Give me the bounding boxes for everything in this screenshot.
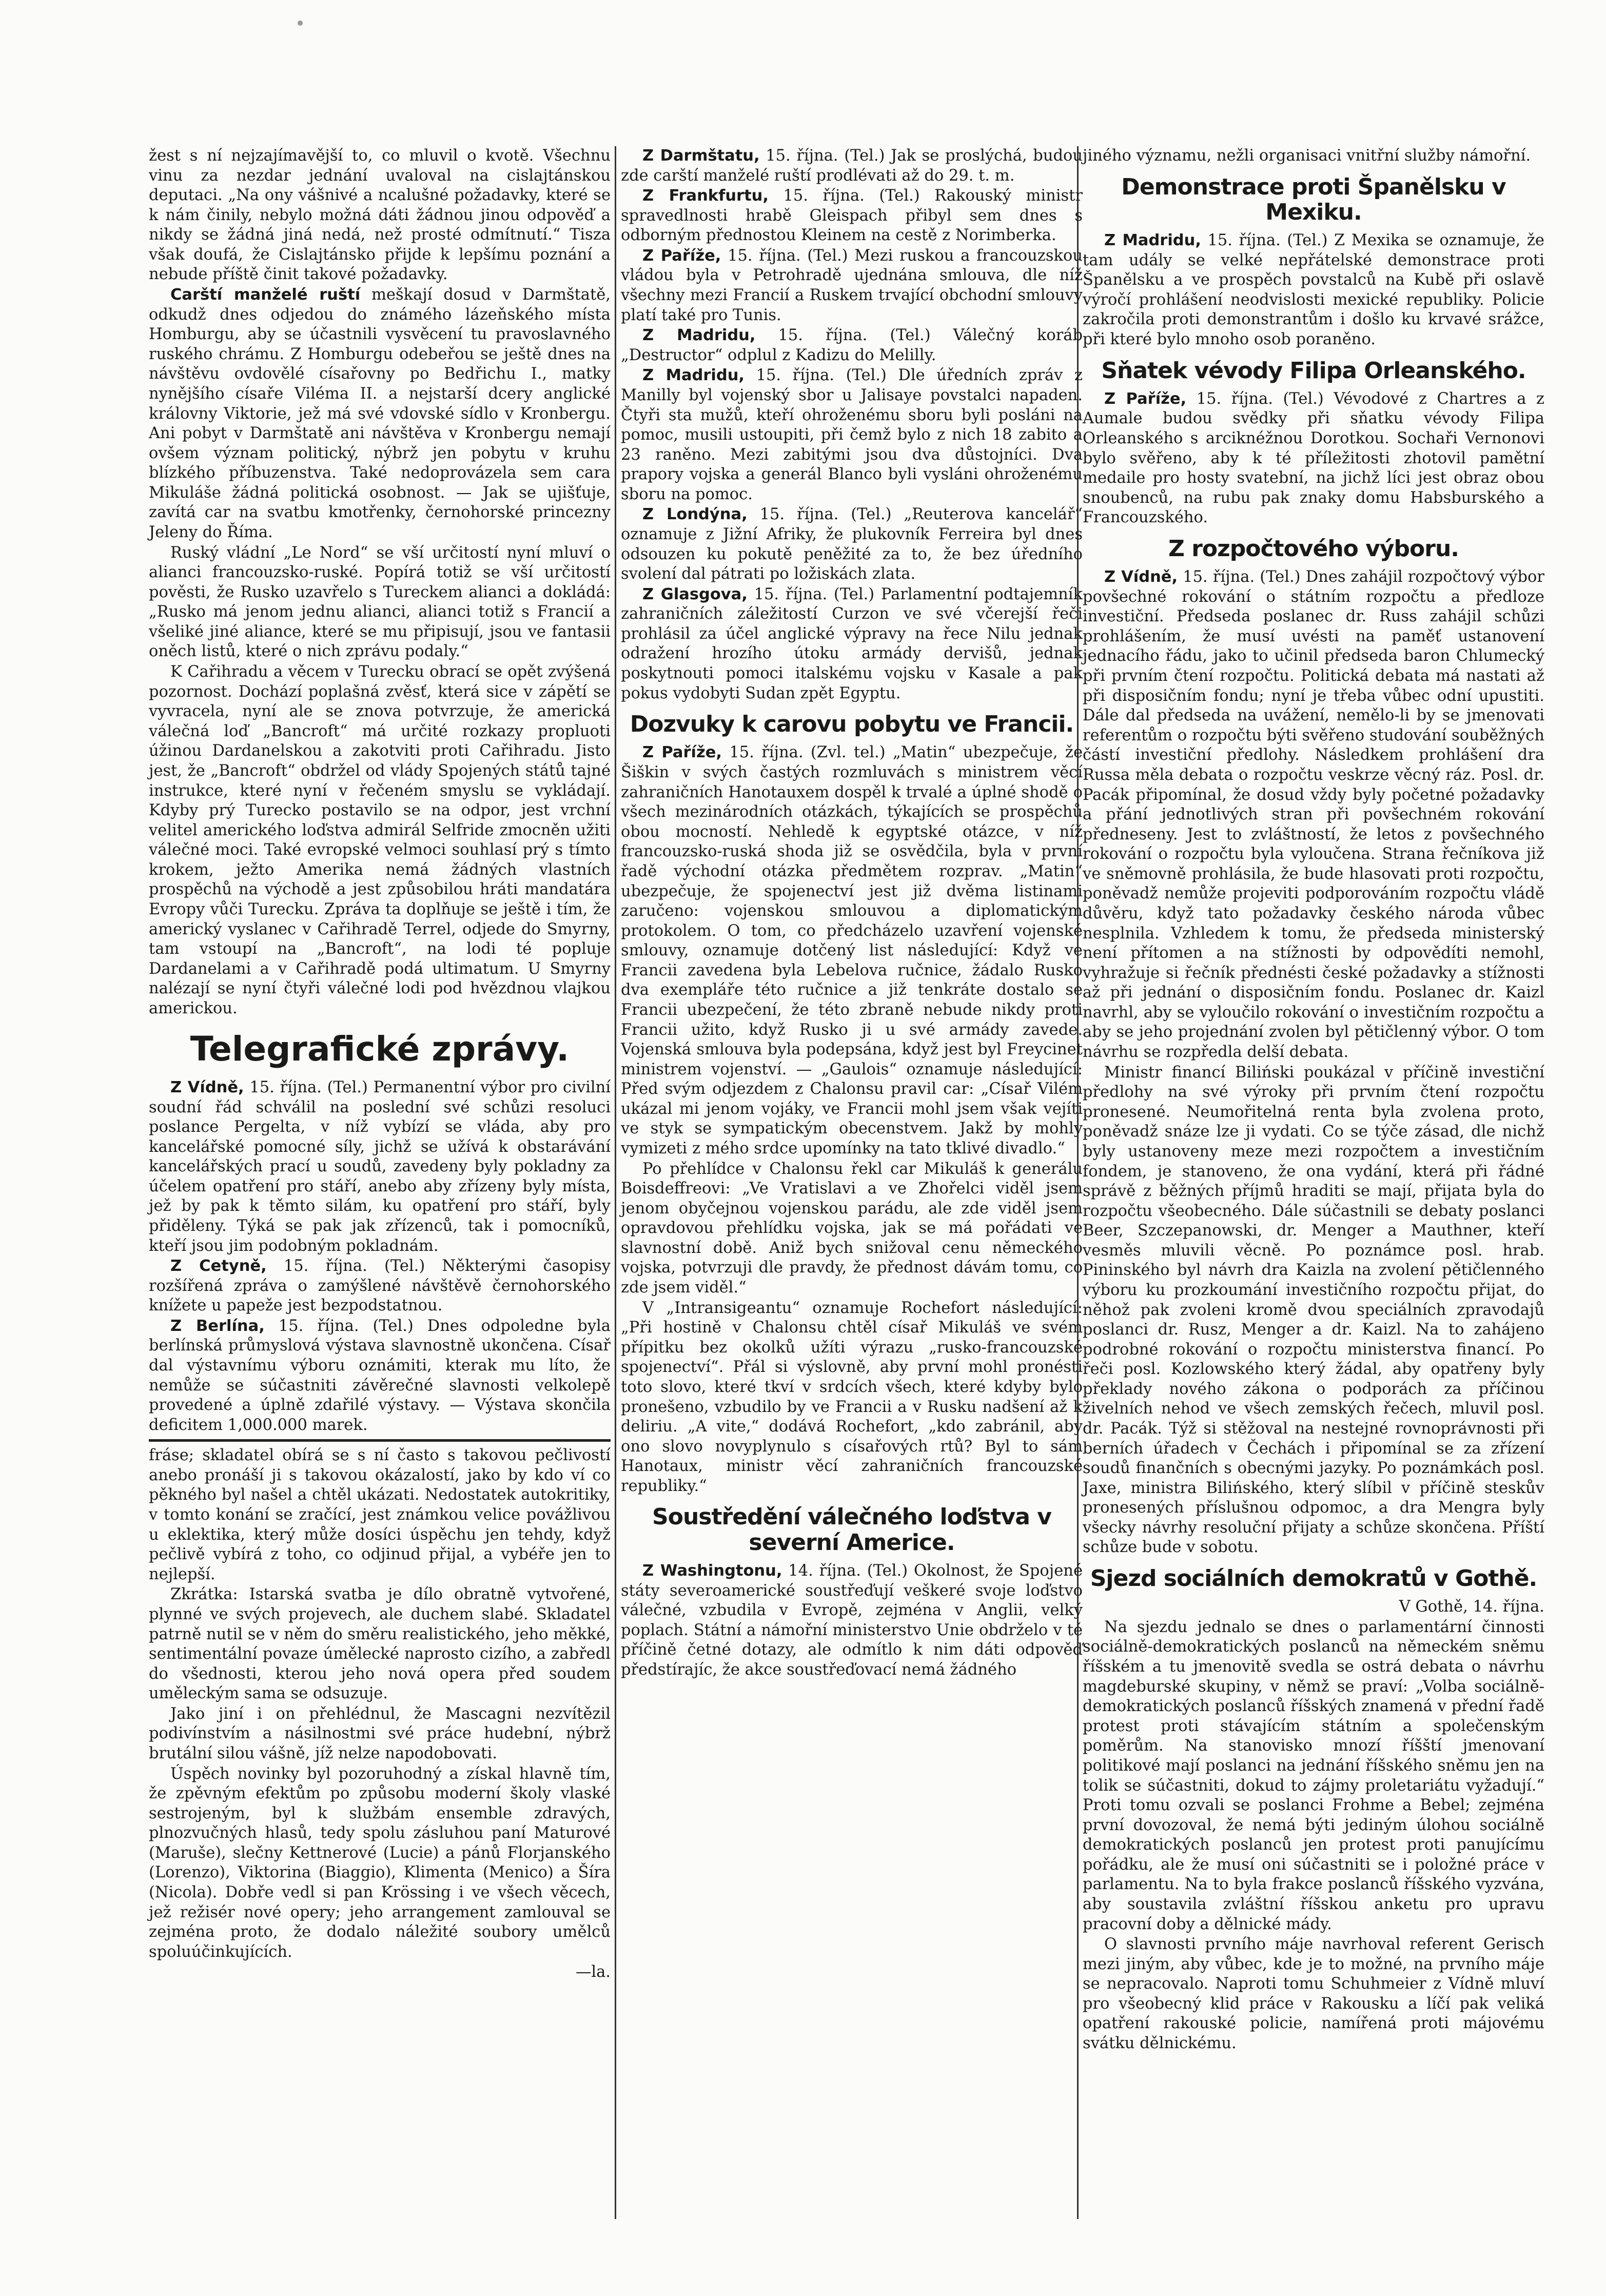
dateline: Z Vídně, bbox=[1104, 568, 1178, 586]
dateline: Z Paříže, bbox=[642, 246, 721, 265]
dateline: Z Paříže, bbox=[1104, 389, 1187, 408]
telegram-item bbox=[621, 246, 1083, 325]
article-lead: Carští manželé ruští bbox=[170, 286, 361, 304]
page-speck bbox=[298, 21, 303, 26]
article-paragraph: V „Intransigeantu“ oznamuje Rochefort následující: „Při hostině v Chalonsu chtěl císař Mikuláš ve svém přípitku bez okolků užíti výrazu „rusko-francouzské spojenectví“. Přál si výslovně, aby první mohl pronésti toto slovo, které tkví v srdcích všech, které kdyby bylo pronešeno, vzbudilo by ve Francii a v Rusku nadšení až k deliriu. „A vite,“ dodává Rochefort, „kdo zabránil, aby ono slovo novyplynulo s císařových rtů? Byl to sám Hanotaux, ministr věcí zahraničních francouzské republiky.“ bbox=[621, 1299, 1083, 1495]
article-heading: Sňatek vévody Filipa Orleanského. bbox=[1101, 357, 1526, 384]
telegram-text: 15. října. (Tel.) Některými časopisy rozšířená zpráva o zamýšlené návštěvě černohorského knížete u papeže jest bezpodstatnou. bbox=[149, 1257, 611, 1315]
telegram-item bbox=[1083, 567, 1544, 1062]
telegram-text: 15. října. (Tel.) Dle úředních zpráv z Manilly byl vojenský sbor u Jalisaye povstalci napaden. Čtyři sta mužů, kteří ohroženému sboru byli posláni na pomoc, musili ustoupiti, při čemž bylo z nich 18 zabito a 23 raněno. Mezi zabitými jsou dva důstojníci. Dva prapory vojska a generál Blanco byli vysláni ohroženému sboru na pomoc. bbox=[621, 366, 1083, 503]
telegram-item bbox=[1083, 389, 1544, 528]
telegram-item bbox=[621, 743, 1083, 1159]
dateline: Z Glasgova, bbox=[642, 585, 748, 603]
telegram-text: 15. října. (Tel.) Permanentní výbor pro civilní soudní řád schválil na poslední své schůzi resoluci poslance Pergelta, v níž vybízí se vláda, aby pro kancelářské pomocné síly, jichž se užívá k obstarávání kancelářských prací u soudů, zavedeny byly pokladny za účelem opatření pro stáří, anebo aby zřízeny byly místa, jež by pak k těmto silám, ku opatření pro stáří, byly přiděleny. Týká se pak jak zřízenců, tak i pomocníků, kteří jsou jim podobným pokladnám. bbox=[149, 1078, 611, 1255]
telegram-item bbox=[149, 1257, 611, 1316]
telegram-text: 15. října. (Tel.) Jak se proslýchá, budou zde carští manželé ruští prodlévati až do 29. t. m. bbox=[621, 147, 1083, 185]
telegram-text: 15. října. (Tel.) Dnes odpoledne byla berlínská průmyslová výstava slavnostně ukončena. Císař dal výstavnímu výboru oznámiti, kterak mu líto, že nemůže se súčastniti závěrečné slavnosti velkolepě provedené a úplně zdařilé výstavy. — Výstava skončila deficitem 1,000.000 marek. bbox=[149, 1317, 611, 1434]
telegram-item bbox=[1083, 231, 1544, 349]
dateline: Z Cetyně, bbox=[170, 1257, 267, 1275]
article-heading: Sjezd sociálních demokratů v Gothě. bbox=[1090, 1565, 1537, 1592]
telegram-text: 15. října. (Tel.) Z Mexika se oznamuje, že tam udály se velké nepřátelské demonstrace proti Španělsku a ve prospěch povstalců na Kubě při oslavě výročí prohlášení neodvislosti mexické republiky. Policie zakročila proti demonstrantům i došlo ku krvavé srážce, při které bylo mnoho osob poraněno. bbox=[1083, 231, 1544, 348]
feuilleton-paragraph: Úspěch novinky byl pozoruhodný a získal hlavně tím, že zpěvným efektům po způsobu moderní školy vlaské sestrojeným, byl k službám ensemble zdravých, plnozvučných hlasů, tedy spolu zásluhou paní Maturové (Maruše), slečny Kettnerové (Lucie) a pánů Florjanského (Lorenzo), Viktorina (Biaggio), Klimenta (Menico) a Šíra (Nicola). Dobře vedl si pan Krössing i ve všech věcech, jež režisér nové opery; jeho arrangement zamlouval se zejména proto, že dodalo náležité soubory umělců spoluúčinkujících. bbox=[149, 1764, 611, 1961]
telegram-item bbox=[621, 1561, 1083, 1680]
telegram-item bbox=[621, 146, 1083, 186]
dateline: Z Madridu, bbox=[642, 366, 745, 385]
dateline: Z Darmštatu, bbox=[642, 147, 760, 165]
column-divider-left bbox=[615, 146, 616, 2219]
dateline: V Gothě, 14. října. bbox=[1399, 1598, 1544, 1616]
dateline: Z Madridu, bbox=[642, 326, 756, 345]
article-paragraph: Na sjezdu jednalo se dnes o parlamentární činnosti sociálně-demokratických poslanců na německém sněmu říšském a tu jmenovitě svedla se ostrá debata o návrhu magdeburské skupiny, v němž se praví: „Volba sociálně-demokratických poslanců říšských znamená v přední řadě protest proti stávajícím státním a společenským poměrům. Na stanovisko mnozí říšští jmenovaní politikové mají poslanci na jednání říšského sněmu jen na tolik se súčastniti, dokud to zájmy proletariátu vyžadují.“ Proti tomu ozvali se poslanci Frohme a Bebel; zejména první dovozoval, že nemá býti jediným úlohou sociálně demokratických poslanců jen protest proti panujícímu pořádku, ale že musí oni súčastniti se i položné práce v parlamentu. Na to byla frakce poslanců říšského vyzvána, aby soustavila zvláštní říšskou anketu pro upravu pracovní doby a dělnické mády. bbox=[1083, 1618, 1544, 1933]
article-paragraph: jiného významu, nežli organisaci vnitřní služby námořní. bbox=[1083, 147, 1531, 165]
section-heading: Telegrafické zprávy. bbox=[190, 1029, 570, 1069]
telegram-text: 15. října. (Tel.) Válečný koráb „Destructor“ odplul z Kadizu do Melilly. bbox=[621, 326, 1083, 364]
article-paragraph: K Cařihradu a věcem v Turecku obrací se opět zvýšená pozornost. Dochází poplašná zvěsť, která sice v zápětí se vyvracela, nyní ale se znova potvrzuje, že americká válečná loď „Bancroft“ má určité rozkazy propluoti úžinou Dardanelskou a zakotviti proti Cařihradu. Jisto jest, že „Bancroft“ obdržel od vlády Spojených států tajné instrukce, které nyní v řečeném smyslu se vykládají. Kdyby prý Turecko postavilo se na odpor, jest vrchní velitel amerického loďstva admirál Selfride zmocněn užiti válečné moci. Také evropské velmoci souhlasí prý s tímto krokem, ježto Amerika nemá žádných vlastních prospěchů na východě a jest způsobilou hráti mandatára Evropy vůči Turecku. Zpráva ta doplňuje se ještě i tím, že americký vyslanec v Cařihradě Terrel, odjede do Smyrny, tam vstoupí na „Bancroft“, na lodi té popluje Dardanelami a v Cařihradě podá ultimatum. U Smyrny nalézají se nyní čtyři válečné lodi pod hvězdnou vlajkou americkou. bbox=[149, 663, 611, 1017]
dateline: Z Berlína, bbox=[170, 1317, 265, 1335]
article-paragraph: Ruský vládní „Le Nord“ se vší určitostí nyní mluví o alianci francouzsko-ruské. Popírá totiž se vší určitostí pověsti, že Rusko uzavřelo s Tureckem alianci a dokládá: „Rusko má jenom jednu alianci, alianci totiž s Francií a všeliké jiné aliance, které se mu připisují, jsou ve fantasii oněch listů, které o nich zprávu podaly.“ bbox=[149, 543, 611, 661]
article-heading: Demonstrace proti Španělsku v Mexiku. bbox=[1121, 173, 1506, 225]
dateline: Z Washingtonu, bbox=[642, 1561, 782, 1580]
telegram-item bbox=[621, 186, 1083, 246]
telegram-item bbox=[621, 505, 1083, 584]
feuilleton-paragraph: Jako jiní i on přehlédnul, že Mascagni nezvítězil podivínstvím a násilnostmi své práce hudební, nýbrž brutální silou vášně, jíž nelze napodobovati. bbox=[149, 1704, 611, 1762]
dateline: Z Frankfurtu, bbox=[642, 187, 769, 205]
telegram-item bbox=[149, 1317, 611, 1435]
feuilleton-paragraph: Zkrátka: Istarská svatba je dílo obratně vytvořené, plynné ve svých projevech, ale duchem slabé. Skladatel patrně nutil se v něm do směru realistického, jeho měkké, sentimentální povaze úmělecké naprosto cizího, a zabředl do všednosti, kterou jeho nová opera před soudem uměleckým sama se odsuzuje. bbox=[149, 1585, 611, 1703]
dateline: Z Madridu, bbox=[1104, 231, 1201, 250]
dateline: Z Londýna, bbox=[642, 505, 748, 524]
telegram-text: 15. října. (Tel.) Parlamentní podtajemník zahraničních záležitostí Curzon ve své včerejší řeči prohlásil za účel anglické výpravy na řece Nilu jednak odražení hrozího útoku armády dervišů, jednak poskytnouti pomoci italskému vojsku v Kasale a pak pokus vydobyti Sudan zpět Egyptu. bbox=[621, 585, 1083, 702]
telegram-text: 15. října. (Tel.) Vévodové z Chartres a z Aumale budou svědky při sňatku vévody Filipa Orleanského s arciknéžnou Dorotkou. Sochaři Vernonovi bylo svěřeno, aby k té příležitosti zhotovil pamětní medaile pro hosty svatební, na jichž líci jest obraz obou snoubenců, na rubu pak znaky domu Habsburského a Francouzského. bbox=[1083, 389, 1544, 527]
column-1 bbox=[149, 146, 611, 1983]
telegram-item bbox=[621, 366, 1083, 504]
telegram-item bbox=[149, 1078, 611, 1256]
article-paragraph: Po přehlídce v Chalonsu řekl car Mikuláš k generálu Boisdeffreovi: „Ve Vratislavi a ve Zhořelci viděl jsem jenom obyčejnou vojenskou parádu, ale zde viděl jsem opravdovou přehlídku vojska, jak se má pořádati ve slavnostní době. Aniž bych snižoval cenu německého vojska, potvrzuji dle pravdy, že přednost dávám tomu, co zde jsem viděl.“ bbox=[621, 1160, 1083, 1297]
column-2 bbox=[621, 146, 1083, 1680]
article-paragraph: žest s ní nejzajímavější to, co mluvil o kvotě. Všechnu vinu za nezdar jednání uvaloval na cislajtánskou deputaci. „Na ony vášnivé a ncalušné požadavky, které se k nám činily, nebylo možná dáti žádnou jinou odpověď a nikdy se žádná jiná nedá, než prosté odmítnutí.“ Tisza však doufá, že Cislajtánsko přijde k lepšímu poznání a nebude příště činit takové požadavky. bbox=[149, 147, 611, 284]
signature: —la. bbox=[575, 1963, 611, 1981]
column-3 bbox=[1083, 146, 1544, 2054]
article-paragraph bbox=[149, 285, 611, 543]
article-heading: Dozvuky k carovu pobytu ve Francii. bbox=[630, 711, 1074, 738]
article-text: meškají dosud v Darmštatě, odkudž dnes odjedou do známého lázeňského místa Homburgu, aby se účastnili vysvěcení tu pravoslavného ruského chrámu. Z Homburgu odebeřou se ještě dnes na návštěvu ovdovělé císařovny po Bedřichu I., matky nynějšího císaře Viléma II. a nejstarší dcery anglické královny Viktorie, jež má své vdovské sídlo v Kronbergu. Ani pobyt v Darmštatě ani návštěva v Kronbergu nemají ovšem význam politický, nýbrž jen pobytu v kruhu blízkého příbuzenstva. Také nedoprovázela sem cara Mikuláše žádná politická osobnost. — Jak se ujišťuje, zavítá car na svatbu kmotřenky, černohorské princezny Jeleny do Říma. bbox=[149, 286, 611, 541]
telegram-text: 15. října. (Tel.) Rakouský ministr spravedlnosti hrabě Gleispach přibyl sem dnes s odborným přednostou Kleinem na cestě z Norimberka. bbox=[621, 187, 1083, 245]
article-heading: Soustředění válečného loďstva v severní Americe. bbox=[652, 1504, 1051, 1556]
article-paragraph: O slavnosti prvního máje navrhoval referent Gerisch mezi jiným, aby vůbec, kde je to možné, na prvního máje se nepracovalo. Naproti tomu Schuhmeier z Vídně mluví pro všeobecný klid práce v Rakousku a líčí pak veliká opatření rakouské policie, namířená proti májovému svátku dělnickému. bbox=[1083, 1935, 1544, 2053]
telegram-text: 15. října. (Tel.) Dnes zahájil rozpočtový výbor povšechné rokování o státním rozpočtu a předloze investiční. Předseda poslanec dr. Russ zahájil schůzi prohlášením, že musí uvésti na paměť ustanovení jednacího řádu, jako to učinil předseda baron Chlumecký při prvním čtení rozpočtu. Politická debata má nastati až při disposičním fondu; nyní je třeba vůbec odní upustiti. Dále dal předseda na uvážení, nemělo-li by se jmenovati referentům o rozpočtu býti svěřeno studování souběžných částí investiční předlohy. Následkem prohlášení dra Russa měla debata o rozpočtu veskrze věcný ráz. Posl. dr. Pacák připomínal, že dosud vždy byly početné požadavky a přání jednotlivých stran při povšechném rokování předneseny. Jest to zvláštností, že letos z povšechného rokování o rozpočtu byla vyloučena. Strana řečníkova již ve sněmovně prohlásila, že bude hlasovati proti rozpočtu, poněvadž nemůže projeviti podporováním rozpočtu vládě důvěru, když tato požadavky českého národa vůbec nesplnila. Vzhledem k tomu, že předseda ministerský není přítomen a na stížnosti by odpovědíti nemohl, vyhražuje si řečník přednésti české požadavky a stížnosti až při jednání o disposičním fondu. Poslanec dr. Kaizl navrhl, aby se vyloučilo rokování o investičním rozpočtu a aby se jeho projednání zvolen byl pětičlenný výbor. O tom návrhu se rozpředla delší debata. bbox=[1083, 568, 1544, 1062]
article-heading: Z rozpočtového výboru. bbox=[1168, 535, 1459, 562]
feuilleton-rule bbox=[149, 1439, 611, 1442]
dateline: Z Paříže, bbox=[642, 743, 722, 762]
telegram-text: 15. října. (Zvl. tel.) „Matin“ ubezpečuje, že Šiškin v svých častých rozmluvách s ministrem věcí zahraničních Hanotauxem dospěl k trvalé a úplné shodě o všech mezinárodních otázkách, týkajících se prospěchů obou mocností. Nehledě k egyptské otázce, v níž francouzsko-ruská shoda již se osvědčila, byla v první řadě východní otázka předmětem rozprav. „Matin“ ubezpečuje, že spojenectví jest již dvěma listinami zaručeno: vojenskou smlouvou a diplomatickým protokolem. O tom, co předcházelo uzavření vojenské smlouvy, oznamuje dotčený list následující: Když ve Francii zavedena byla Lebelova ručnice, žádalo Rusko dva exempláře této ručnice a již tenkráte dostalo se Francii ubezpečení, že této zbraně nebude nikdy proti Francii užito, když Rusko ji u své armády zavede. Vojenská smlouva byla podepsána, když jest byl Freycinet ministrem vojenství. — „Gaulois“ oznamuje následující: Před svým odjezdem z Chalonsu pravil car: „Císař Vilém ukázal mi jenom vojáky, ve Francii mohl jsem však vejíti ve styk se sympatickým obecenstvem. Jakž by mohly vymizeti z mého srdce upomínky na tato tklivé divadlo.“ bbox=[621, 743, 1083, 1158]
feuilleton-paragraph: fráse; skladatel obírá se s ní často s takovou pečlivostí anebo pronáší ji s takovou okázalostí, jako by kdo ví co pěkného byl našel a chtěl ukázati. Nedostatek autokritiky, v tomto konání se zračící, jest známkou velice povážlivou u eklektika, který může dosíci úspěchu jen tehdy, když pečlivě vybírá z toho, co odjinud přijal, a vybéře jen to nejlepší. bbox=[149, 1446, 611, 1583]
article-paragraph: Ministr financí Biliński poukázal v příčině investiční předlohy na své výroky při prvním čtení rozpočtu pronesené. Neumořitelná renta byla zvolena proto, poněvadž snáze lze ji vydati. Co se týče zásad, dle nichž byly ustanoveny meze mezi rozpočtem a investičním fondem, je stanoveno, že ona vydání, která při řádné správě z běžných příjmů hraditi se mají, přijata byla do rozpočtu všeobecného. Dále súčastnili se debaty poslanci Beer, Szczepanowski, dr. Menger a Mauthner, kteří vesměs mluvili věcně. Po poznámce posl. hrab. Pininského byl návrh dra Kaizla na zvolení pětičlenného výboru ku prozkoumání investičního rozpočtu přijat, do něhož pak zvoleni kromě dvou speciálních zpravodajů poslanci dr. Rusz, Menger a dr. Kaizl. Na to zahájeno podrobné rokování o rozpočtu ministerstva financí. Po řeči posl. Kozlowského který žádal, aby opatřeny byly překlady nového zákona o podporách za příčinou živelních nehod ve všech zemských řečech, mluvil posl. dr. Pacák. Týž si stěžoval na nestejné rovnoprávnosti při berních úřadech v Čechách i připomínal se za zřízení soudů finančních s obecnými jazyky. Po poznámkách posl. Jaxe, ministra Bilińského, který slíbil v příčině steskův pronesených příslušnou odpomoc, a dra Mengra byly všecky návrhy resoluční přijaty a schůze skončena. Příští schůze bude v sobotu. bbox=[1083, 1063, 1544, 1557]
telegram-text: 15. října. (Tel.) Mezi ruskou a francouzskou vládou byla v Petrohradě ujednána smlouva, dle níž všechny mezi Francií a Ruskem trvající obchodní smlouvy platí také pro Tunis. bbox=[621, 246, 1083, 324]
telegram-text: 15. října. (Tel.) „Reuterova kancelář“ oznamuje z Jižní Afriky, že plukovník Ferreira byl dnes odsouzen ku pokutě peněžité za to, že bez úředního svolení dal pátrati po ložiskách zlata. bbox=[621, 505, 1083, 583]
telegram-item bbox=[621, 326, 1083, 365]
telegram-text: 14. října. (Tel.) Okolnost, že Spojené státy severoamerické soustřeďují veškeré svoje loďstvo válečné, vzbudila v Evropě, zejména v Anglii, velký poplach. Státní a námořní ministerstvo Unie obdrželo v té příčině četné dotazy, ale odmítlo k nim dáti odpověď předstírajíc, že akce soustřeďovací nemá žádného bbox=[621, 1561, 1083, 1679]
dateline: Z Vídně, bbox=[170, 1078, 244, 1096]
telegram-item bbox=[621, 585, 1083, 703]
